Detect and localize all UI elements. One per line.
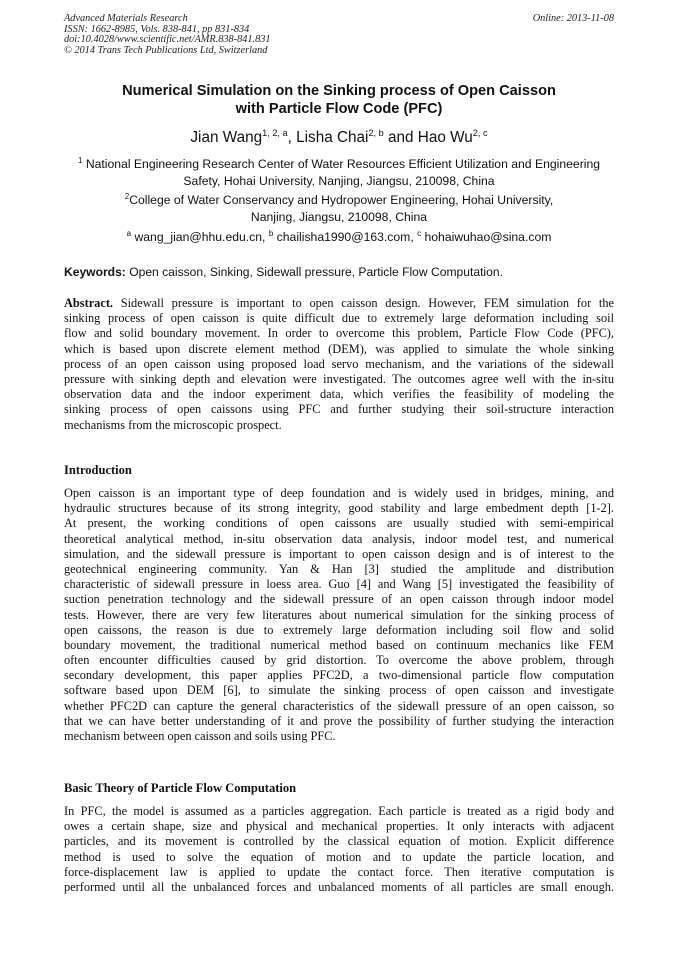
author-affiliation-marker: 2, b (368, 128, 384, 138)
body-line: whether PFC2D can capture the general characteristics of the sidewall pressure of an open caisson, so (64, 698, 614, 713)
author-affiliation-marker: 1, 2, a (262, 128, 288, 138)
affiliation-text: College of Water Conservancy and Hydropower Engineering, Hohai University, (129, 193, 554, 207)
author-affiliation-marker: 2, c (472, 128, 488, 138)
affiliation-marker: 2 (124, 192, 130, 201)
affiliation-text: Nanjing, Jiangsu, 210098, China (250, 209, 428, 224)
abstract-label: Abstract. (64, 296, 114, 310)
author-name: and Hao Wu (383, 129, 473, 146)
abstract-line: Abstract. Sidewall pressure is important to open caisson design. However, FEM simulation for the (64, 296, 614, 310)
author-emails (40, 229, 638, 246)
body-line: force-displacement law is applied to update the contact force. Then iterative computation is (64, 864, 614, 879)
affiliation-text: National Engineering Research Center of Water Resources Efficient Utilization and Engineering (85, 157, 601, 171)
author-name: Jian Wang (190, 129, 263, 146)
email-address: hohaiwuhao@sina.com (424, 230, 552, 244)
email-address: wang_jian@hhu.edu.cn, (134, 230, 266, 244)
abstract-line: observation data and the indoor experiment data, which verifies the feasibility of modeling the (64, 387, 614, 402)
abstract-line: sinking process of open caisson is quite difficult due to extremely large deformation including soil (64, 311, 614, 326)
body-line: that we can have better understanding of it and prove the possibility of further studying the interaction (64, 713, 614, 728)
body-line: particles, and its movement is controlled by the classical equation of motion. Explicit difference (64, 834, 614, 849)
abstract-line: sinking process of open caissons using PFC and further studying their soil-structure interaction (64, 402, 614, 417)
email-marker: a (126, 229, 132, 238)
body-line: method is used to solve the equation of motion and to update the particle location, and (64, 849, 614, 864)
body-line: performed until all the unbalanced forces and unbalanced moments of all particles are small enough. (64, 879, 614, 894)
affiliation-text: Safety, Hohai University, Nanjing, Jiangsu, 210098, China (183, 173, 495, 188)
body-line: In PFC, the model is assumed as a particles aggregation. Each particle is treated as a rigid body and (64, 804, 614, 818)
abstract-line: which is based upon discrete element method (DEM), was applied to simulate the whole sinking (64, 341, 614, 356)
abstract-line: process of an open caisson using proposed load servo mechanism, and the variations of the sidewall (64, 356, 614, 371)
title-line-2: with Particle Flow Code (PFC) (235, 101, 443, 117)
journal-header (64, 14, 271, 56)
paper-title (40, 82, 638, 118)
body-line: simulation, and the sidewall pressure is important to open caisson design and is of interest to the (64, 546, 614, 561)
body-line: suction penetration technology and the sidewall pressure of an open caisson through indoor model (64, 592, 614, 607)
body-line: hydraulic structures because of its strong integrity, good stability and large embedment depth [1-2]. (64, 501, 614, 516)
affiliation-marker: 1 (77, 156, 83, 165)
author-list (0, 129, 678, 147)
affiliation-2 (40, 192, 638, 226)
keywords (64, 264, 503, 280)
copyright-line: © 2014 Trans Tech Publications Ltd, Switzerland (64, 44, 268, 56)
email-marker: c (417, 229, 422, 238)
keywords-text: Open caisson, Sinking, Sidewall pressure, Particle Flow Computation. (125, 265, 503, 279)
body-line: software based upon DEM [6], to simulate the sinking process of open caisson and investigate (64, 683, 614, 698)
body-line: Open caisson is an important type of deep foundation and is widely used in bridges, mining, and (64, 486, 614, 500)
title-line-1: Numerical Simulation on the Sinking process of Open Caisson (122, 83, 556, 99)
body-line: theoretical analytical method, in-situ observation data analysis, indoor model test, and numerical (64, 531, 614, 546)
introduction-body (64, 486, 614, 744)
body-line: mechanism between open caisson and soils using PFC. (64, 729, 336, 743)
theory-body (64, 804, 614, 895)
journal-name: Advanced Materials Research (64, 13, 188, 24)
body-line: owes a certain shape, size and physical and mechanical properties. It only interacts with adjacent (64, 819, 614, 834)
keywords-label: Keywords: (64, 265, 126, 279)
issn-line: ISSN: 1662-8985, Vols. 838-841, pp 831-834 (64, 23, 250, 35)
section-heading-introduction: Introduction (64, 463, 132, 477)
section-heading-basic-theory: Basic Theory of Particle Flow Computation (64, 781, 297, 795)
author-name: , Lisha Chai (287, 129, 369, 146)
body-line: At present, the working conditions of open caissons are usually studied with semi-empirical (64, 516, 614, 531)
email-marker: b (268, 229, 274, 238)
online-date: Online: 2013-11-08 (532, 13, 614, 24)
body-line: tests. However, there are very few literatures about numerical simulation for the sinking process of (64, 607, 614, 622)
body-line: geotechnical engineering community. Yan & Han [3] studied the amplitude and distribution (64, 561, 614, 576)
abstract-line: pressure with sinking depth and elevation were investigated. The outcomes agree well with the in-situ (64, 371, 614, 386)
body-line: characteristic of sidewall pressure in loess area. Guo [4] and Wang [5] investigated the feasibility of (64, 577, 614, 592)
abstract-line: flow and solid boundary movement. In order to overcome this problem, Particle Flow Code (PFC), (64, 326, 614, 341)
email-address: chailisha1990@163.com, (276, 230, 414, 244)
doi-line: doi:10.4028/www.scientific.net/AMR.838-841.831 (64, 34, 271, 46)
body-line: boundary movement, the traditional numerical method based on continuum mechanics like FEM (64, 637, 614, 652)
affiliation-1 (40, 156, 638, 190)
body-line: open caissons, the reason is due to extremely large deformation including soil flow and solid (64, 622, 614, 637)
body-line: often encounter difficulties caused by grid distortion. To overcome the above problem, through (64, 653, 614, 668)
body-line: secondary development, this paper applies PFC2D, a two-dimensional particle flow computation (64, 668, 614, 683)
abstract (64, 296, 614, 433)
abstract-line: mechanisms from the microscopic prospect. (64, 417, 282, 432)
